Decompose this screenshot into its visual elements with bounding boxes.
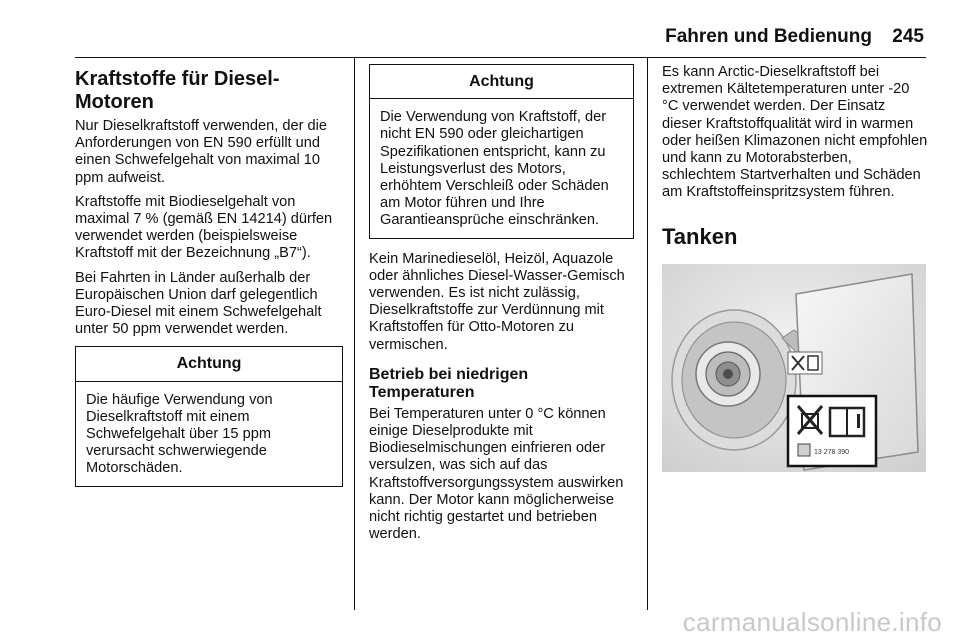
notice-text: Die Verwendung von Kraftstoff, der nicht EN 590 oder gleichartigen Spezifikationen entspricht, kann zu Leistungsverlust des Motors, erhöhtem Verschleiß oder Schäden am Motor führen und Ihre Garantieansprüche einschränken. [380, 109, 609, 229]
subheading-low-temperatures: Betrieb bei niedrigen Temperaturen [369, 365, 529, 401]
column-divider-1 [354, 58, 355, 610]
column-3 [662, 64, 928, 472]
paragraph: Bei Fahrten in Länder außerhalb der Europäischen Union darf gelegentlich Euro-Diesel mit einem Schwefelgehalt unter 50 ppm verwendet werden. [75, 269, 322, 338]
paragraph: Bei Temperaturen unter 0 °C können einige Dieselprodukte mit Biodieselmischungen einfrieren oder versulzen, was sich auf das Kraftstoffversorgungssystem auswirken kann. Der Motor kann möglicherweise nicht richtig gestartet und betrieben werden. [369, 405, 624, 543]
paragraph: Kraftstoffe mit Biodieselgehalt von maximal 7 % (gemäß EN 14214) dürfen verwendet werden (beispielsweise Kraftstoff mit der Bezeichnung „B7“). [75, 193, 333, 262]
header-divider [75, 57, 926, 58]
paragraph: Kein Marinedieselöl, Heizöl, Aquazole oder ähnliches Diesel-Wasser-Gemisch verwenden. Es ist nicht zulässig, Dieselkraftstoffe zur Verdünnung mit Kraftstoffen für Otto-Motoren zu vermischen. [369, 250, 625, 353]
section-heading-tanken: Tanken [662, 223, 738, 249]
section-heading-diesel: Kraftstoffe für Diesel-Motoren [75, 68, 280, 113]
notice-title: Achtung [76, 347, 342, 381]
paragraph: Nur Dieselkraftstoff verwenden, der die Anforderungen von EN 590 erfüllt und einen Schwefelgehalt von maximal 10 ppm aufweist. [75, 118, 327, 186]
watermark: carmanualsonline.info [682, 607, 942, 637]
fuel-filler-photo [662, 264, 926, 472]
notice-title: Achtung [370, 65, 633, 99]
column-1 [75, 64, 343, 499]
notice-text: Die häufige Verwendung von Dieselkraftstoff mit einem Schwefelgehalt über 15 ppm verursacht schwerwiegende Motorschäden. [86, 391, 273, 477]
header-title: Fahren und Bedienung [665, 26, 872, 47]
paragraph: Es kann Arctic-Dieselkraftstoff bei extremen Kältetemperaturen unter -20 °C verwendet werden. Der Einsatz dieser Kraftstoffqualität wird in warmen oder heißen Klimazonen nicht empfohlen und kann zu Motorabsterben, schlechtem Startverhalten und Schäden am Kraftstoffeinspritzsystem führen. [662, 64, 928, 201]
column-2 [369, 64, 634, 550]
image-code: 13 278 390 [814, 448, 850, 456]
page-number: 245 [892, 26, 924, 47]
notice-box [369, 64, 634, 239]
column-divider-2 [647, 58, 648, 610]
notice-box [75, 346, 343, 486]
